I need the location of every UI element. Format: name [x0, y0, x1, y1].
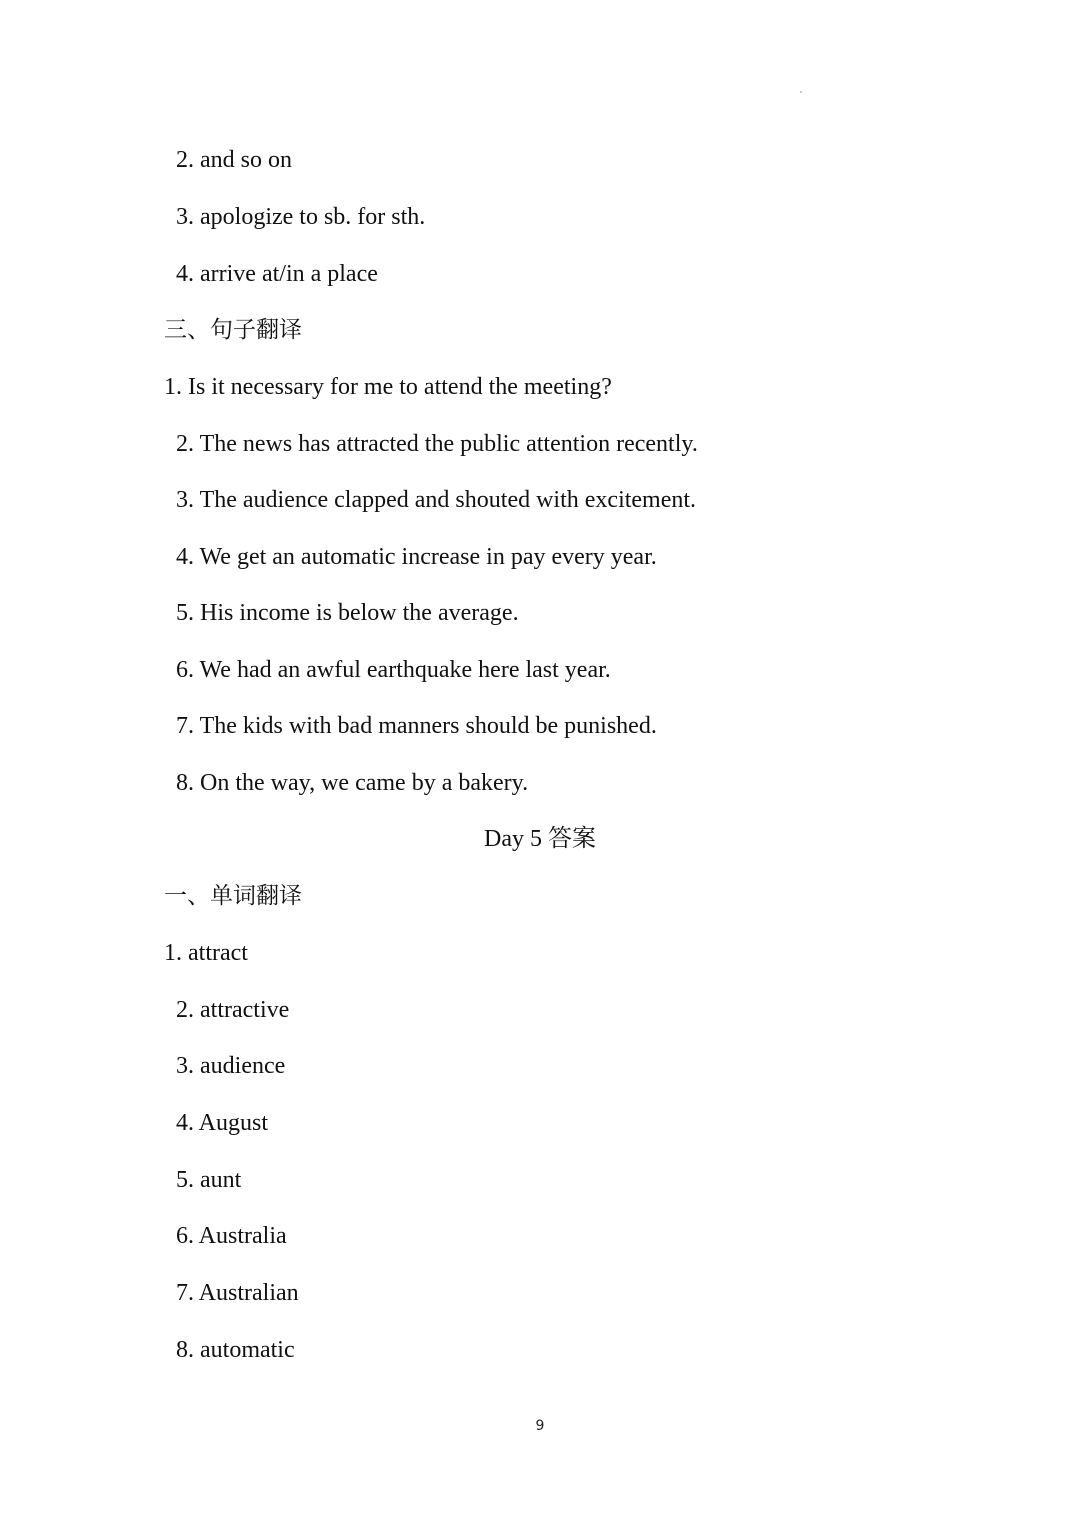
word-item: 6. Australia — [176, 1223, 287, 1249]
scan-speck — [800, 91, 802, 93]
word-item: 4. August — [176, 1110, 269, 1136]
sentence-item: 1. Is it necessary for me to attend the meeting? — [164, 374, 612, 400]
sentence-item: 8. On the way, we came by a bakery. — [176, 770, 529, 796]
word-item: 3. audience — [176, 1053, 286, 1079]
word-item: 2. attractive — [176, 997, 290, 1023]
word-item: 1. attract — [164, 940, 248, 966]
sentence-item: 5. His income is below the average. — [176, 600, 519, 626]
sentence-item: 3. The audience clapped and shouted with excitement. — [176, 487, 697, 513]
phrase-item: 2. and so on — [176, 147, 292, 173]
word-item: 8. automatic — [176, 1337, 295, 1363]
sentence-item: 7. The kids with bad manners should be punished. — [176, 713, 657, 739]
sentence-item: 4. We get an automatic increase in pay every year. — [176, 544, 657, 570]
page-number: 9 — [535, 1418, 545, 1434]
phrase-item: 3. apologize to sb. for sth. — [176, 204, 426, 230]
word-item: 5. aunt — [176, 1167, 242, 1193]
phrase-item: 4. arrive at/in a place — [176, 261, 378, 287]
sentence-item: 2. The news has attracted the public attention recently. — [176, 431, 698, 457]
day-answers-title: Day 5 答案 — [484, 826, 596, 852]
section-heading-sentence-translation: 三、句子翻译 — [164, 317, 302, 343]
section-heading-word-translation: 一、单词翻译 — [164, 883, 302, 909]
sentence-item: 6. We had an awful earthquake here last year. — [176, 657, 611, 683]
word-item: 7. Australian — [176, 1280, 299, 1306]
